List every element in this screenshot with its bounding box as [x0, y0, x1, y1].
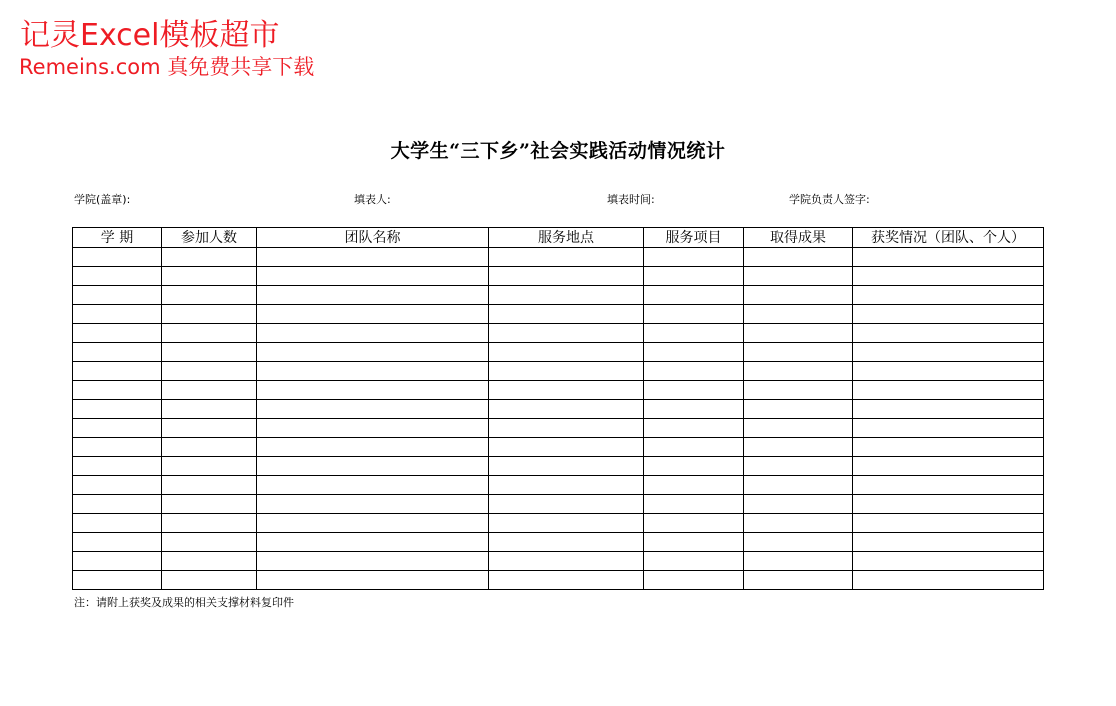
- table-row: [73, 438, 1044, 457]
- table-cell[interactable]: [489, 400, 644, 419]
- watermark-title: 记灵Excel模板超市: [20, 18, 280, 53]
- table-cell[interactable]: [162, 381, 257, 400]
- field-college-label: 学院(盖章):: [74, 193, 131, 206]
- table-cell[interactable]: [644, 419, 744, 438]
- header-achievements: 取得成果: [744, 228, 853, 248]
- table-cell[interactable]: [744, 438, 853, 457]
- table-cell[interactable]: [853, 248, 1044, 267]
- table-row: [73, 267, 1044, 286]
- table-cell[interactable]: [853, 324, 1044, 343]
- table-cell[interactable]: [73, 400, 162, 419]
- table-cell[interactable]: [162, 343, 257, 362]
- table-cell[interactable]: [162, 552, 257, 571]
- table-cell[interactable]: [489, 343, 644, 362]
- table-cell[interactable]: [853, 305, 1044, 324]
- table-cell[interactable]: [257, 419, 489, 438]
- table-cell[interactable]: [489, 305, 644, 324]
- table-cell[interactable]: [162, 400, 257, 419]
- field-filler-label: 填表人:: [354, 193, 391, 206]
- table-row: [73, 362, 1044, 381]
- table-cell[interactable]: [744, 362, 853, 381]
- table-cell[interactable]: [257, 571, 489, 590]
- table-cell[interactable]: [73, 248, 162, 267]
- table-cell[interactable]: [162, 438, 257, 457]
- table-cell[interactable]: [744, 248, 853, 267]
- table-cell[interactable]: [644, 457, 744, 476]
- table-cell[interactable]: [744, 305, 853, 324]
- table-cell[interactable]: [744, 343, 853, 362]
- table-cell[interactable]: [162, 533, 257, 552]
- table-cell[interactable]: [744, 495, 853, 514]
- table-cell[interactable]: [162, 248, 257, 267]
- table-header-row: [73, 228, 1044, 248]
- table-cell[interactable]: [853, 476, 1044, 495]
- table-cell[interactable]: [257, 400, 489, 419]
- table-cell[interactable]: [853, 514, 1044, 533]
- footnote: 注：请附上获奖及成果的相关支撑材料复印件: [74, 596, 294, 609]
- table-cell[interactable]: [73, 343, 162, 362]
- table-cell[interactable]: [257, 438, 489, 457]
- table-cell[interactable]: [489, 533, 644, 552]
- table-cell[interactable]: [489, 514, 644, 533]
- table-cell[interactable]: [73, 324, 162, 343]
- table-row: [73, 381, 1044, 400]
- table-cell[interactable]: [489, 571, 644, 590]
- table-cell[interactable]: [744, 381, 853, 400]
- table-cell[interactable]: [744, 400, 853, 419]
- table-cell[interactable]: [644, 438, 744, 457]
- table-cell[interactable]: [853, 343, 1044, 362]
- table-row: [73, 248, 1044, 267]
- table-cell[interactable]: [73, 419, 162, 438]
- table-row: [73, 476, 1044, 495]
- table-cell[interactable]: [644, 381, 744, 400]
- table-cell[interactable]: [257, 343, 489, 362]
- table-cell[interactable]: [644, 248, 744, 267]
- field-signer-label: 学院负责人签字:: [789, 193, 870, 206]
- table-cell[interactable]: [644, 305, 744, 324]
- table-row: [73, 286, 1044, 305]
- table-cell[interactable]: [73, 552, 162, 571]
- table-cell[interactable]: [162, 267, 257, 286]
- table-cell[interactable]: [489, 324, 644, 343]
- table-cell[interactable]: [644, 552, 744, 571]
- table-row: [73, 305, 1044, 324]
- table-cell[interactable]: [644, 533, 744, 552]
- table-cell[interactable]: [257, 533, 489, 552]
- table-cell[interactable]: [644, 267, 744, 286]
- table-cell[interactable]: [162, 476, 257, 495]
- table-cell[interactable]: [489, 267, 644, 286]
- table-cell[interactable]: [744, 571, 853, 590]
- table-cell[interactable]: [644, 286, 744, 305]
- table-cell[interactable]: [744, 324, 853, 343]
- table-cell[interactable]: [162, 286, 257, 305]
- table-cell[interactable]: [853, 495, 1044, 514]
- header-service-project: 服务项目: [644, 228, 744, 248]
- table-cell[interactable]: [853, 362, 1044, 381]
- watermark-subtitle: Remeins.com 真免费共享下载: [19, 55, 315, 79]
- table-cell[interactable]: [257, 381, 489, 400]
- table-cell[interactable]: [744, 457, 853, 476]
- table-cell[interactable]: [744, 514, 853, 533]
- table-cell[interactable]: [644, 343, 744, 362]
- table-row: [73, 324, 1044, 343]
- table-row: [73, 571, 1044, 590]
- document-title: 大学生“三下乡”社会实践活动情况统计: [390, 140, 726, 162]
- table-cell[interactable]: [257, 457, 489, 476]
- table-cell[interactable]: [853, 438, 1044, 457]
- table-cell[interactable]: [162, 305, 257, 324]
- table-cell[interactable]: [257, 362, 489, 381]
- table-cell[interactable]: [257, 305, 489, 324]
- table-cell[interactable]: [162, 419, 257, 438]
- table-cell[interactable]: [489, 381, 644, 400]
- table-cell[interactable]: [257, 495, 489, 514]
- table-cell[interactable]: [853, 400, 1044, 419]
- table-row: [73, 457, 1044, 476]
- table-cell[interactable]: [73, 514, 162, 533]
- table-cell[interactable]: [162, 324, 257, 343]
- table-row: [73, 552, 1044, 571]
- table-cell[interactable]: [644, 400, 744, 419]
- table-row: [73, 419, 1044, 438]
- table-cell[interactable]: [744, 267, 853, 286]
- table-cell[interactable]: [489, 248, 644, 267]
- table-cell[interactable]: [162, 495, 257, 514]
- table-cell[interactable]: [853, 571, 1044, 590]
- table-cell[interactable]: [744, 286, 853, 305]
- field-fill-time-label: 填表时间:: [607, 193, 655, 206]
- table-cell[interactable]: [853, 267, 1044, 286]
- header-team-name: 团队名称: [257, 228, 489, 248]
- table-cell[interactable]: [73, 495, 162, 514]
- table-cell[interactable]: [489, 438, 644, 457]
- table-cell[interactable]: [644, 324, 744, 343]
- header-semester: 学 期: [73, 228, 162, 248]
- table-cell[interactable]: [853, 533, 1044, 552]
- table-cell[interactable]: [257, 514, 489, 533]
- table-cell[interactable]: [257, 476, 489, 495]
- table-cell[interactable]: [744, 552, 853, 571]
- table-cell[interactable]: [853, 286, 1044, 305]
- table-cell[interactable]: [73, 362, 162, 381]
- header-participants: 参加人数: [162, 228, 257, 248]
- table-cell[interactable]: [489, 286, 644, 305]
- table-cell[interactable]: [744, 419, 853, 438]
- table-cell[interactable]: [73, 571, 162, 590]
- table-cell[interactable]: [489, 419, 644, 438]
- table-cell[interactable]: [257, 552, 489, 571]
- table-cell[interactable]: [644, 571, 744, 590]
- header-awards: 获奖情况（团队、个人）: [853, 228, 1044, 248]
- table-cell[interactable]: [73, 286, 162, 305]
- table-cell[interactable]: [853, 457, 1044, 476]
- table-cell[interactable]: [73, 457, 162, 476]
- header-service-location: 服务地点: [489, 228, 644, 248]
- table-cell[interactable]: [257, 267, 489, 286]
- table-row: [73, 343, 1044, 362]
- table-cell[interactable]: [257, 286, 489, 305]
- table-cell[interactable]: [73, 438, 162, 457]
- table-cell[interactable]: [162, 514, 257, 533]
- table-cell[interactable]: [644, 514, 744, 533]
- table-cell[interactable]: [73, 476, 162, 495]
- table-cell[interactable]: [73, 381, 162, 400]
- table-cell[interactable]: [489, 552, 644, 571]
- table-cell[interactable]: [489, 457, 644, 476]
- table-cell[interactable]: [489, 476, 644, 495]
- table-row: [73, 400, 1044, 419]
- table-row: [73, 495, 1044, 514]
- table-cell[interactable]: [489, 495, 644, 514]
- table-cell[interactable]: [162, 571, 257, 590]
- table-cell[interactable]: [162, 457, 257, 476]
- table-row: [73, 514, 1044, 533]
- table-cell[interactable]: [257, 324, 489, 343]
- table-cell[interactable]: [853, 381, 1044, 400]
- table-cell[interactable]: [257, 248, 489, 267]
- table-cell[interactable]: [853, 552, 1044, 571]
- table-cell[interactable]: [744, 533, 853, 552]
- table-cell[interactable]: [644, 495, 744, 514]
- statistics-table: [72, 227, 1044, 590]
- table-cell[interactable]: [644, 362, 744, 381]
- table-cell[interactable]: [73, 305, 162, 324]
- table-cell[interactable]: [73, 267, 162, 286]
- table-row: [73, 533, 1044, 552]
- table-cell[interactable]: [73, 533, 162, 552]
- table-cell[interactable]: [489, 362, 644, 381]
- table-cell[interactable]: [162, 362, 257, 381]
- watermark: [20, 18, 314, 80]
- table-cell[interactable]: [744, 476, 853, 495]
- table-cell[interactable]: [853, 419, 1044, 438]
- table-cell[interactable]: [644, 476, 744, 495]
